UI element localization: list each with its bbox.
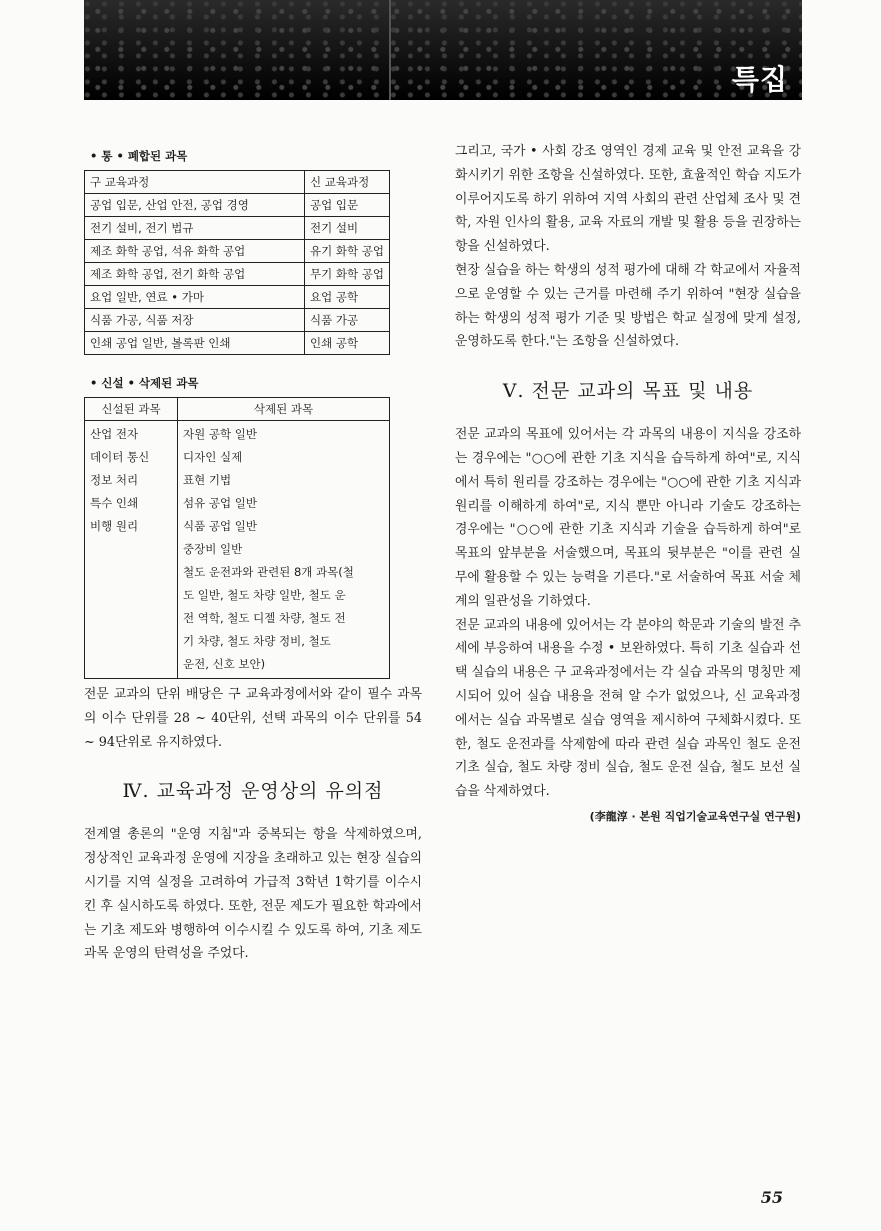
header-banner [84, 0, 802, 100]
table-row [85, 263, 390, 286]
table-row [85, 240, 390, 263]
table-header-row [85, 398, 390, 421]
old-subject: 제조 화학 공업, 전기 화학 공업 [85, 263, 305, 286]
old-subject: 식품 가공, 식품 저장 [85, 309, 305, 332]
table-row [85, 194, 390, 217]
paragraph: 전문 교과의 내용에 있어서는 각 분야의 학문과 기술의 발전 추세에 부응하여 내용을 수정 • 보완하였다. 특히 기초 실습과 선택 실습의 내용은 구 교육과정에서는 각 실습 과목의 명칭만 제시되어 있어 실습 내용을 전혀 알 수가 없었으나, 신 교육과정에서는 실습 과목별로 실습 영역을 제시하여 구체화시켰다. 또한, 철도 운전과를 삭제함에 따라 관련 실습 과목인 철도 운전 기초 실습, 철도 차량 정비 실습, 철도 운전 실습, 철도 보선 실습을 삭제하였다. [455, 617, 801, 800]
col-deleted-subjects-header: 삭제된 과목 [178, 398, 390, 421]
author-credit: (李龍淳 · 본원 직업기술교육연구실 연구원) [589, 809, 801, 823]
col-old-header: 구 교육과정 [85, 171, 305, 194]
table-row [85, 421, 390, 679]
deleted-subject: 섬유 공업 일반 [183, 496, 257, 510]
table-row [85, 286, 390, 309]
deleted-subject: 자원 공학 일반 [183, 427, 257, 441]
new-subject: 공업 입문 [305, 194, 390, 217]
deleted-subject: 중장비 일반 [183, 542, 243, 556]
new-subjects-cell [85, 421, 178, 679]
deleted-subject: 전 역학, 철도 디젤 차량, 철도 전 [183, 611, 346, 625]
deleted-subject: 도 일반, 철도 차량 일반, 철도 운 [183, 588, 346, 602]
table-header-row [85, 171, 390, 194]
banner-divider [389, 0, 391, 100]
new-subject: 전기 설비 [305, 217, 390, 240]
old-subject: 공업 입문, 산업 안전, 공업 경영 [85, 194, 305, 217]
section-label: 특집 [731, 63, 788, 96]
col-new-header: 신 교육과정 [305, 171, 390, 194]
paragraph: 현장 실습을 하는 학생의 성적 평가에 대해 각 학교에서 자율적으로 운영할 수 있는 근거를 마련해 주기 위하여 "현장 실습을 하는 학생의 성적 평가 기준 및 방법은 학교 실정에 맞게 설정, 운영하도록 한다."는 조항을 신설하였다. [455, 262, 801, 350]
paragraph: 전문 교과의 단위 배당은 구 교육과정에서와 같이 필수 과목의 이수 단위를 28 ~ 40단위, 선택 과목의 이수 단위를 54 ~ 94단위로 유지하였다. [84, 687, 422, 750]
old-subject: 제조 화학 공업, 석유 화학 공업 [85, 240, 305, 263]
paragraph: 전계열 총론의 "운영 지침"과 중복되는 항을 삭제하였으며, 정상적인 교육과정 운영에 지장을 초래하고 있는 현장 실습의 시기를 지역 실정을 고려하여 가급적 3학년 1학기를 이수시킨 후 실시하도록 하였다. 또한, 전문 제도가 필요한 학과에서는 기초 제도와 병행하여 이수시킬 수 있도록 하여, 기초 제도 과목 운영의 탄력성을 주었다. [84, 827, 422, 962]
left-column [84, 140, 422, 966]
new-subject: 비행 원리 [90, 519, 139, 533]
old-subject: 요업 일반, 연료 • 가마 [85, 286, 305, 309]
deleted-subject: 디자인 실제 [183, 450, 243, 464]
new-subject: 유기 화학 공업 [305, 240, 390, 263]
new-subject: 데이터 통신 [90, 450, 150, 464]
table-row [85, 332, 390, 355]
paragraph: 그리고, 국가 • 사회 강조 영역인 경제 교육 및 안전 교육을 강화시키기 위한 조항을 신설하였다. 또한, 효율적인 학습 지도가 이루어지도록 하기 위하여 지역 사회의 관련 산업체 조사 및 견학, 자원 인사의 활용, 교육 자료의 개발 및 활용 등을 권장하는 항을 신설하였다. [455, 144, 801, 255]
new-subject: 산업 전자 [90, 427, 139, 441]
deleted-subject: 기 차량, 철도 차량 정비, 철도 [183, 634, 331, 648]
page-number: 55 [760, 1188, 783, 1207]
deleted-subject: 표현 기법 [183, 473, 232, 487]
new-deleted-table [84, 397, 390, 679]
new-subject: 무기 화학 공업 [305, 263, 390, 286]
new-subject: 정보 처리 [90, 473, 139, 487]
merged-subjects-table [84, 170, 390, 355]
table-row [85, 309, 390, 332]
right-column [455, 140, 801, 824]
old-subject: 인쇄 공업 일반, 볼록판 인쇄 [85, 332, 305, 355]
deleted-subject: 철도 운전과와 관련된 8개 과목(철 [183, 565, 354, 579]
old-subject: 전기 설비, 전기 법규 [85, 217, 305, 240]
new-subject: 식품 가공 [305, 309, 390, 332]
new-subject: 특수 인쇄 [90, 496, 139, 510]
col-new-subjects-header: 신설된 과목 [85, 398, 178, 421]
merged-subjects-heading: • 통 • 폐합된 과목 [90, 149, 188, 163]
new-subject: 요업 공학 [305, 286, 390, 309]
section-5-title: Ⅴ. 전문 교과의 목표 및 내용 [502, 380, 754, 403]
paragraph: 전문 교과의 목표에 있어서는 각 과목의 내용이 지식을 강조하는 경우에는 "○○에 관한 기초 지식을 습득하게 하여"로, 지식에서 특히 원리를 강조하는 경우에는 "○○에 관한 기초 지식과 원리를 이해하게 하여"로, 지식 뿐만 아니라 기술도 강조하는 경우에는 "○○에 관한 기초 지식과 기술을 습득하게 하여"로 목표의 앞부분을 서술했으며, 목표의 뒷부분은 "이를 관련 실무에 활용할 수 있는 능력을 기른다."로 서술하여 목표 서술 체계의 일관성을 기하였다. [455, 427, 801, 609]
new-subject: 인쇄 공학 [305, 332, 390, 355]
deleted-subject: 식품 공업 일반 [183, 519, 257, 533]
deleted-subjects-cell [178, 421, 390, 679]
new-deleted-heading: • 신설 • 삭제된 과목 [90, 376, 199, 390]
section-4-title: Ⅳ. 교육과정 운영상의 유의점 [122, 780, 384, 803]
table-row [85, 217, 390, 240]
deleted-subject: 운전, 신호 보안) [183, 657, 266, 671]
